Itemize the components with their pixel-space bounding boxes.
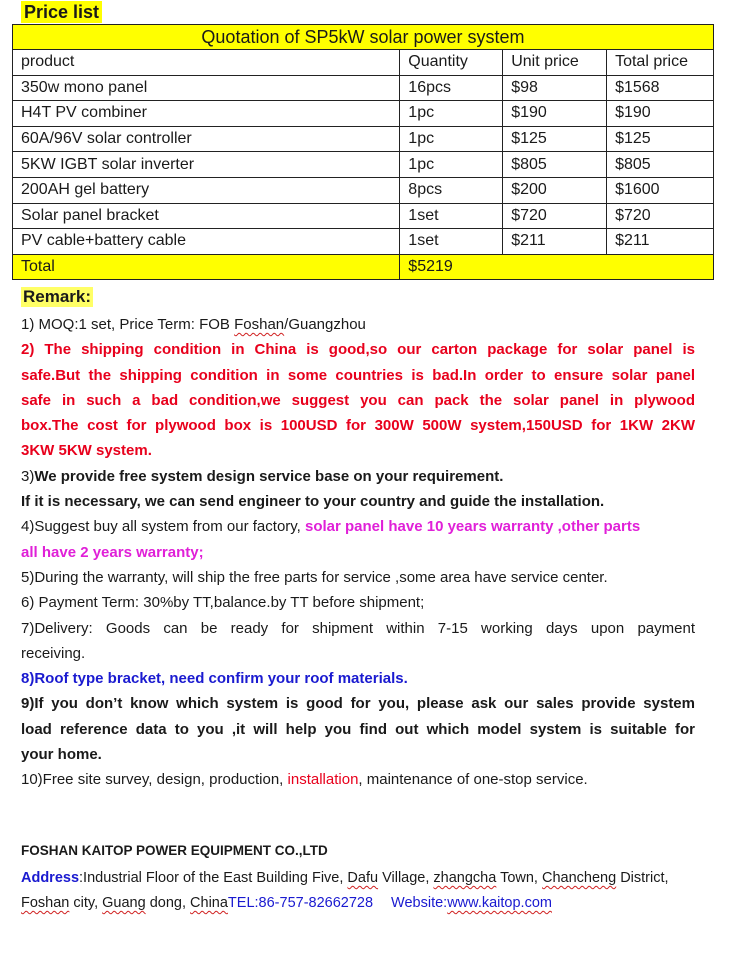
- remark-3-line: If it is necessary, we can send engineer to your country and guide the installation.: [21, 493, 605, 511]
- table-row: [13, 101, 714, 127]
- column-header: Quantity: [400, 50, 503, 76]
- quantity-cell: 8pcs: [400, 177, 503, 203]
- remark-installation-text: installation: [287, 771, 359, 789]
- website-label: Website:: [391, 895, 448, 911]
- company-address: [21, 866, 711, 916]
- unit-price-cell: $200: [503, 177, 607, 203]
- address-text: Guang: [102, 895, 146, 911]
- total-price-cell: $1568: [607, 75, 714, 101]
- total-price-cell: $1600: [607, 177, 714, 203]
- quantity-cell: 1set: [400, 203, 503, 229]
- total-price-cell: $805: [607, 152, 714, 178]
- address-text: city,: [69, 895, 103, 911]
- remark-10: [21, 767, 695, 792]
- total-value: $5219: [400, 254, 714, 280]
- remark-text: Foshan: [234, 316, 285, 333]
- address-label: Address: [21, 870, 80, 886]
- remark-9-line: 9)If you don’t know which system is good for you, please ask our sales provide system: [21, 695, 695, 713]
- unit-price-cell: $125: [503, 126, 607, 152]
- product-cell: Solar panel bracket: [13, 203, 400, 229]
- total-label: Total: [13, 254, 400, 280]
- remark-3: [21, 464, 695, 489]
- total-price-cell: $125: [607, 126, 714, 152]
- page-title: Price list: [21, 1, 102, 23]
- remark-5: 5)During the warranty, will ship the free parts for service ,some area have service center.: [21, 568, 608, 586]
- tel-label: TEL: [227, 895, 255, 911]
- column-header: product: [13, 50, 400, 76]
- address-line-1: [21, 866, 711, 891]
- address-text: Chancheng: [542, 870, 617, 886]
- table-header-row: [13, 50, 714, 76]
- address-line-2: [21, 891, 711, 916]
- product-cell: H4T PV combiner: [13, 101, 400, 127]
- quantity-cell: 16pcs: [400, 75, 503, 101]
- remark-text: We provide free system design service base on your requirement.: [34, 467, 504, 485]
- address-text: dong,: [145, 895, 191, 911]
- column-header: Total price: [607, 50, 714, 76]
- remarks-list: [21, 312, 695, 793]
- column-header: Unit price: [503, 50, 607, 76]
- product-cell: PV cable+battery cable: [13, 229, 400, 255]
- unit-price-cell: $805: [503, 152, 607, 178]
- total-row: [13, 254, 714, 280]
- remark-text: , maintenance of one-stop service.: [358, 771, 588, 789]
- remark-warranty-text: solar panel have 10 years warranty ,other parts: [305, 518, 641, 536]
- remark-2-line: safe in such a bad condition,we suggest you can pack the solar panel in plywood: [21, 391, 695, 409]
- unit-price-cell: $190: [503, 101, 607, 127]
- quantity-cell: 1pc: [400, 101, 503, 127]
- remark-text: 1) MOQ:1 set, Price Term: FOB: [21, 316, 235, 333]
- remark-7-line: 7)Delivery: Goods can be ready for shipment within 7-15 working days upon payment: [21, 619, 695, 637]
- quotation-table: [12, 24, 714, 280]
- quantity-cell: 1set: [400, 229, 503, 255]
- table-caption: Quotation of SP5kW solar power system: [13, 25, 714, 50]
- address-text: District,: [616, 870, 669, 886]
- remark-heading: Remark:: [23, 287, 92, 306]
- product-cell: 350w mono panel: [13, 75, 400, 101]
- table-row: [13, 229, 714, 255]
- remark-4-line: all have 2 years warranty;: [21, 543, 204, 561]
- remark-6: 6) Payment Term: 30%by TT,balance.by TT before shipment;: [21, 594, 425, 612]
- total-price-cell: $720: [607, 203, 714, 229]
- remark-number: 3): [21, 467, 35, 485]
- product-cell: 5KW IGBT solar inverter: [13, 152, 400, 178]
- company-name: FOSHAN KAITOP POWER EQUIPMENT CO.,LTD: [21, 843, 328, 858]
- address-text: Village,: [378, 870, 434, 886]
- quantity-cell: 1pc: [400, 126, 503, 152]
- product-cell: 60A/96V solar controller: [13, 126, 400, 152]
- quantity-cell: 1pc: [400, 152, 503, 178]
- remark-2-line: 2) The shipping condition in China is good,so our carton package for solar panel is: [21, 341, 695, 359]
- address-text: Foshan: [21, 895, 70, 911]
- address-text: China: [190, 895, 228, 911]
- remark-2-line: safe.But the shipping condition in some countries is bad.In order to ensure solar panel: [21, 366, 695, 384]
- remark-4: [21, 514, 695, 539]
- remark-2-line: box.The cost for plywood box is 100USD for 300W 500W system,150USD for 1KW 2KW: [21, 417, 695, 435]
- remark-2-line: 3KW 5KW system.: [21, 442, 152, 460]
- table-row: [13, 75, 714, 101]
- address-text: zhangcha: [433, 870, 497, 886]
- tel-number: :86-757-82662728: [254, 895, 374, 911]
- address-text: Dafu: [347, 870, 379, 886]
- remark-text: /Guangzhou: [284, 316, 366, 333]
- total-price-cell: $190: [607, 101, 714, 127]
- address-text: Town,: [496, 870, 542, 886]
- table-row: [13, 177, 714, 203]
- remark-9-line: load reference data to you ,it will help you find out which model system is suitable for: [21, 720, 695, 738]
- remark-7-line: receiving.: [21, 644, 86, 662]
- total-price-cell: $211: [607, 229, 714, 255]
- website-link[interactable]: www.kaitop.com: [447, 895, 552, 911]
- unit-price-cell: $98: [503, 75, 607, 101]
- table-row: [13, 203, 714, 229]
- address-text: :Industrial Floor of the East Building Five,: [79, 870, 348, 886]
- remark-8: 8)Roof type bracket, need confirm your roof materials.: [21, 670, 408, 688]
- remark-text: 10)Free site survey, design, production,: [21, 771, 288, 789]
- table-row: [13, 126, 714, 152]
- table-row: [13, 152, 714, 178]
- product-cell: 200AH gel battery: [13, 177, 400, 203]
- unit-price-cell: $211: [503, 229, 607, 255]
- remark-9-line: your home.: [21, 746, 102, 764]
- unit-price-cell: $720: [503, 203, 607, 229]
- remark-1: [21, 312, 695, 337]
- remark-text: 4)Suggest buy all system from our factory,: [21, 518, 305, 536]
